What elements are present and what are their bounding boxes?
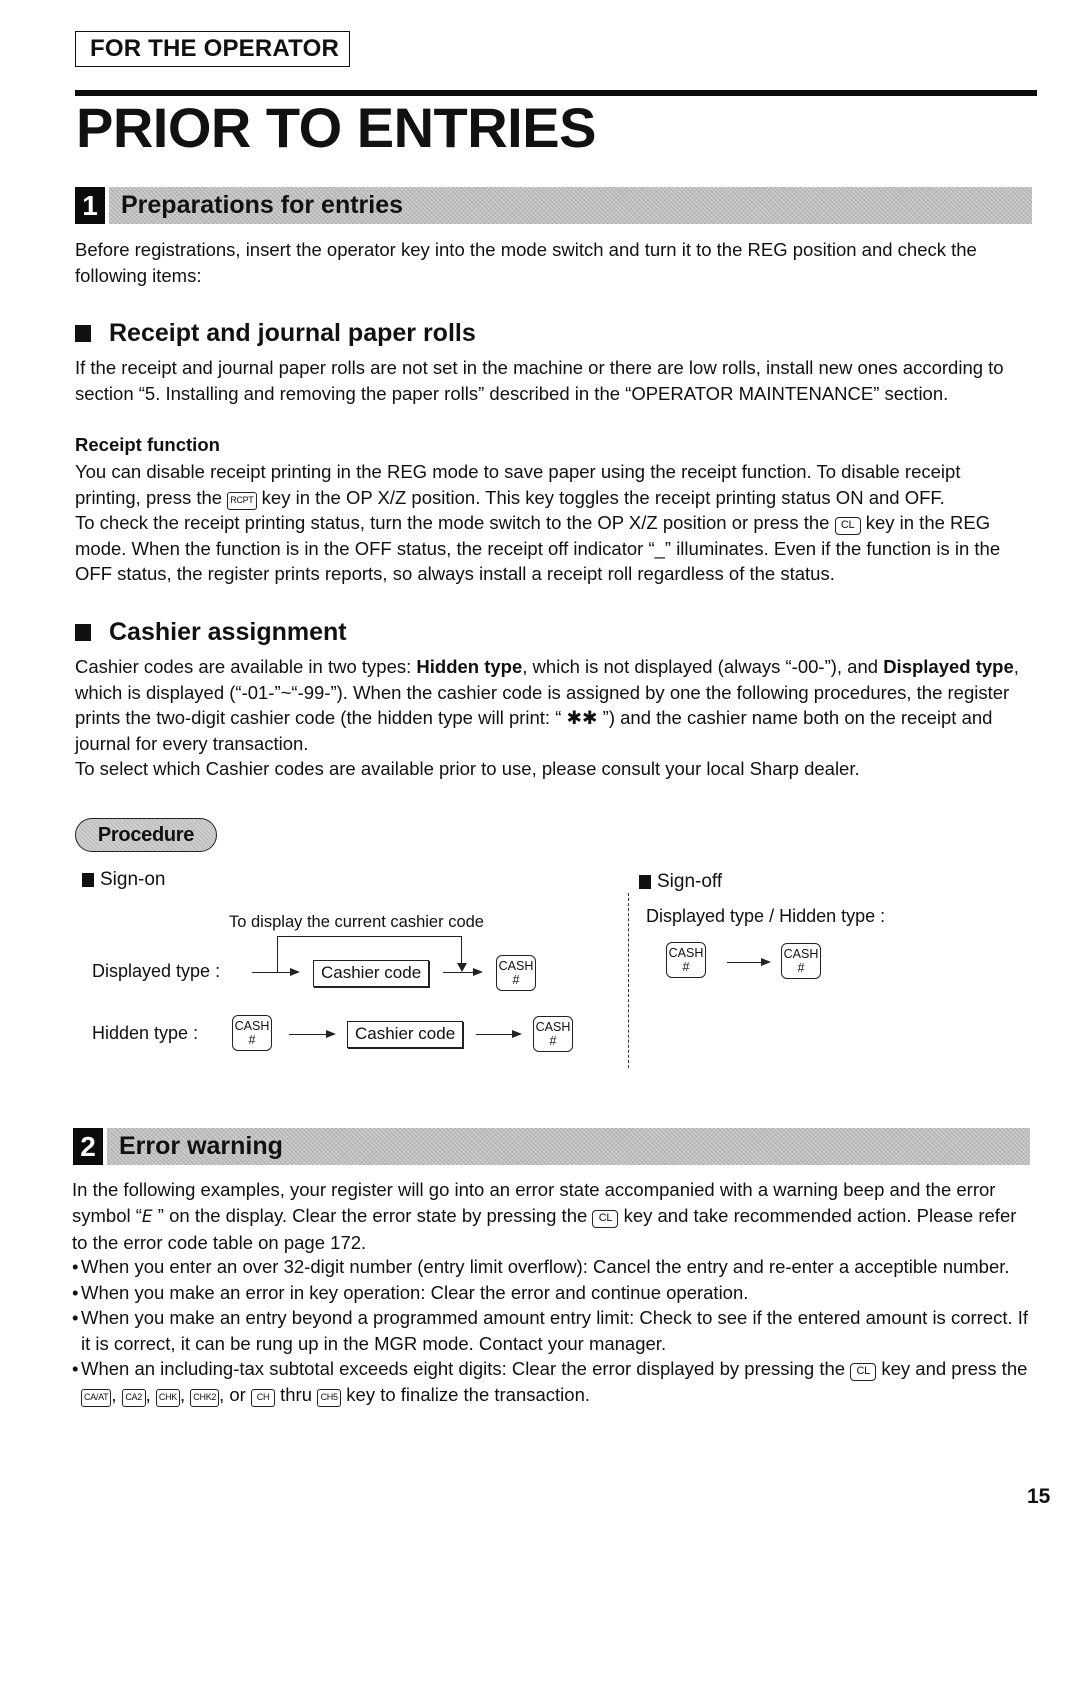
ch-key-icon: CH (251, 1389, 275, 1407)
hidden-type-label: Hidden type : (92, 1023, 199, 1043)
receipt-line-1: You can disable receipt printing in the REG mode to save paper using the receipt function. To disable receipt (75, 461, 961, 482)
arrow-right-icon (476, 1034, 520, 1035)
displayed-type-label: Displayed type : (92, 961, 221, 981)
cashier-text: , which is displayed (“-01-”~“-99-”). When the cashier code is assigned by one the following procedures, the register prints the two-digit cashier code (the hidden type will print: “ ✱✱ ”) and the cashier name both on the receipt and journal for every transaction. (75, 656, 1019, 754)
list-item: • When you enter an over 32-digit number (entry limit overflow): Cancel the entry and re-enter a acceptible number. (72, 1254, 1032, 1280)
bullet-text: key to finalize the transaction. (346, 1383, 591, 1405)
ch5-key-icon: CH5 (317, 1389, 341, 1407)
cashier-code-box: Cashier code (313, 960, 429, 987)
cashier-heading-text: Cashier assignment (109, 618, 347, 646)
sign-on-label: Sign-on (100, 869, 166, 890)
key-label: # (248, 1033, 256, 1047)
square-bullet-icon (82, 873, 94, 887)
separator: , (145, 1383, 151, 1405)
section-title: Error warning (107, 1128, 1030, 1165)
square-bullet-icon (639, 875, 651, 889)
cashier-body (75, 654, 1035, 782)
page-number: 15 (1027, 1485, 1051, 1508)
section-1-heading (75, 187, 1032, 224)
rcpt-key-icon: RCPT (227, 492, 256, 510)
error-intro-text: key and take recommended action. Please refer to the error code table on page 172. (72, 1204, 1017, 1253)
arrow-right-icon (289, 1034, 334, 1035)
displayed-type-term: Displayed type (883, 656, 1014, 677)
square-bullet-icon (75, 325, 91, 342)
key-label: CASH (498, 959, 534, 973)
receipt-line-2a: printing, press the (75, 486, 223, 508)
sign-off-heading (639, 870, 722, 894)
cash-key-icon (232, 1015, 272, 1051)
section-2-heading (73, 1128, 1030, 1165)
cashier-dealer-note: To select which Cashier codes are available prior to use, please consult your local Sharp dealer. (75, 758, 860, 779)
cash-key-icon (533, 1016, 573, 1052)
receipt-line-3b: key in the REG mode. When the function is in the OFF status, the receipt off indicator “_” illuminates. Even if the function is in the OFF status, the register prints reports, so always install a receipt roll regardless of the status. (75, 512, 1001, 584)
bypass-line (277, 936, 462, 937)
cashier-heading (75, 617, 347, 647)
cash-key-icon (781, 943, 821, 979)
separator: , (180, 1383, 186, 1405)
list-item (72, 1356, 1032, 1407)
list-item: • When you make an entry beyond a programmed amount entry limit: Check to see if the entered amount is correct. If it is correct, it can be rung up in the MGR mode. Contact your manager. (72, 1305, 1032, 1356)
key-label: CASH (535, 1020, 571, 1034)
bypass-line (461, 936, 462, 966)
column-divider (628, 893, 629, 1068)
receipt-function-body (75, 459, 1035, 587)
cashier-text: , which is not displayed (always “-00-”), and (522, 656, 884, 677)
key-label: # (797, 961, 805, 975)
section-title: Preparations for entries (109, 187, 1032, 224)
separator: , or (219, 1383, 246, 1405)
cl-key-icon: CL (850, 1363, 876, 1381)
error-intro-text: In the following examples, your register will go into an error state accompanied with a warning beep and the error symbol “ (72, 1179, 996, 1226)
sign-off-type-label: Displayed type / Hidden type : (646, 906, 886, 926)
receipt-line-2b: key in the OP X/Z position. This key toggles the receipt printing status ON and OFF. (261, 486, 945, 508)
paper-rolls-heading-text: Receipt and journal paper rolls (109, 319, 476, 347)
list-item: • When you make an error in key operation: Clear the error and continue operation. (72, 1280, 1032, 1306)
cash-key-icon (666, 942, 706, 978)
bypass-line (277, 936, 278, 972)
chk2-key-icon: CHK2 (190, 1389, 219, 1407)
separator: , (111, 1383, 117, 1405)
section-number: 2 (73, 1128, 103, 1165)
key-label: CASH (783, 947, 819, 961)
page-title: PRIOR TO ENTRIES (76, 96, 596, 159)
key-label: # (549, 1034, 557, 1048)
procedure-badge: Procedure (75, 818, 217, 852)
separator: thru (280, 1383, 313, 1405)
key-label: # (682, 960, 690, 974)
arrow-down-icon (457, 963, 467, 972)
arrow-right-icon (443, 972, 481, 973)
paper-rolls-heading (75, 318, 476, 348)
chk-key-icon: CHK (156, 1389, 180, 1407)
cashier-text: Cashier codes are available in two types: (75, 656, 417, 677)
square-bullet-icon (75, 624, 91, 641)
sign-off-label: Sign-off (657, 871, 723, 892)
error-symbol: E (141, 1206, 153, 1227)
cashier-code-box: Cashier code (347, 1021, 463, 1048)
bullet-text: key and press the (881, 1358, 1028, 1379)
paper-rolls-body: If the receipt and journal paper rolls are not set in the machine or there are low rolls, install new ones according to section “5. Installing and removing the paper rolls” described in the “OPERATOR MAINTENANCE” section. (75, 357, 1004, 404)
key-label: CASH (668, 946, 704, 960)
bullet-text: When an including-tax subtotal exceeds eight digits: Clear the error displayed by pressing the (81, 1358, 846, 1379)
section-label: FOR THE OPERATOR (75, 31, 350, 67)
receipt-function-heading: Receipt function (75, 434, 220, 455)
key-label: # (512, 973, 520, 987)
arrow-right-icon (252, 972, 298, 973)
key-label: CASH (234, 1019, 270, 1033)
hidden-type-term: Hidden type (416, 656, 523, 677)
cash-key-icon (496, 955, 536, 991)
cl-key-icon: CL (592, 1210, 618, 1228)
error-cases-list (72, 1254, 1032, 1407)
sign-on-heading (82, 868, 166, 892)
error-intro-text: ” on the display. Clear the error state by pressing the (152, 1204, 588, 1226)
arrow-right-icon (727, 962, 769, 963)
ca-at-key-icon: CA/AT (81, 1389, 111, 1407)
cl-key-icon: CL (835, 517, 861, 535)
display-current-code-note: To display the current cashier code (229, 913, 484, 931)
section-1-intro: Before registrations, insert the operator key into the mode switch and turn it to the REG position and check the following items: (75, 239, 977, 286)
section-number: 1 (75, 187, 105, 224)
error-intro (72, 1177, 1032, 1256)
receipt-line-3a: To check the receipt printing status, turn the mode switch to the OP X/Z position or press the (75, 512, 830, 533)
ca2-key-icon: CA2 (122, 1389, 146, 1407)
